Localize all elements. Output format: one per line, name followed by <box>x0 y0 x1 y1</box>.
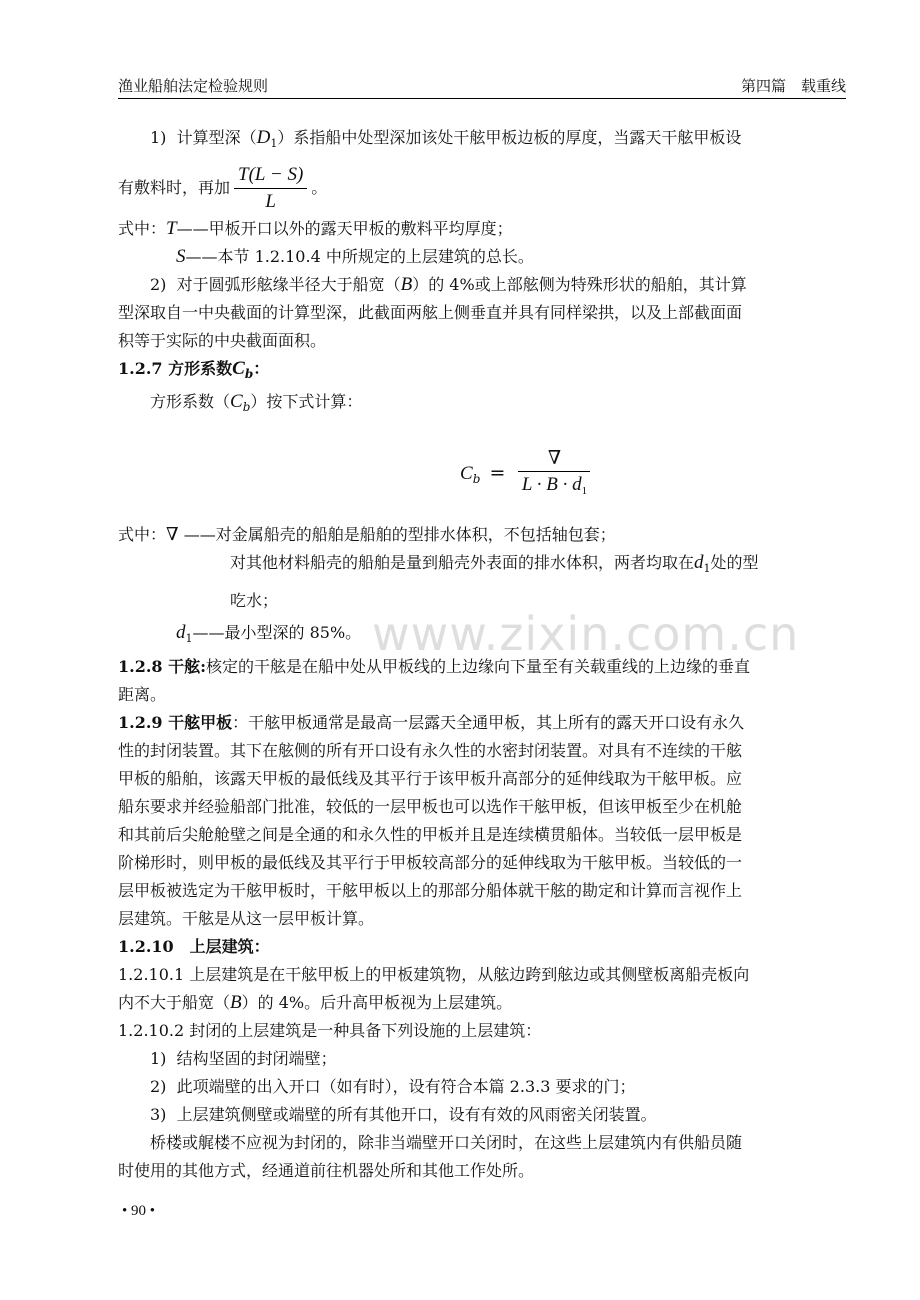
where-label: 式中： <box>118 219 167 238</box>
text-line: 层甲板被选定为干舷甲板时，干舷甲板以上的那部分船体就干舷的勘定和计算而言视作上 <box>118 881 743 900</box>
subscript: b <box>242 400 251 414</box>
text-line: 积等于实际的中央截面面积。 <box>118 331 327 350</box>
where-nabla-cont <box>118 549 846 583</box>
para-depth-1 <box>118 124 846 158</box>
var-C: C <box>232 358 245 379</box>
text: L · B · d <box>521 474 582 495</box>
section-1-2-10-heading: 1.2.10 上层建筑： <box>118 937 270 956</box>
fraction <box>234 162 307 215</box>
text-line: 船东要求并经验船部门批准，较低的一层甲板也可以选作干舷甲板，但该甲板至少在机舱 <box>118 797 743 816</box>
section-1-2-9-heading: 1.2.9 干舷甲板 <box>118 713 233 732</box>
var-S: S <box>176 246 186 267</box>
fraction-numerator: ∇ <box>518 445 590 472</box>
formula-lhs: C <box>460 463 473 484</box>
block-coefficient-formula <box>118 435 846 513</box>
text: 。 <box>311 178 328 197</box>
text: 结构坚固的封闭端壁； <box>176 1049 337 1068</box>
text: 核定的干舷是在船中处从甲板线的上边缘向下量至有关载重线的上边缘的垂直 <box>206 657 751 676</box>
text-line: 层建筑。干舷是从这一层甲板计算。 <box>118 909 375 928</box>
list-item <box>118 1073 846 1101</box>
section-1-2-7-heading <box>118 355 846 388</box>
where-S <box>118 243 846 271</box>
var-B: B <box>230 992 242 1013</box>
text-line: 和其前后尖舱舱壁之间是全通的和永久性的甲板并且是连续横贯船体。当较低一层甲板是 <box>118 825 743 844</box>
text-line: 型深取自一中央截面的计算型深，此截面两舷上侧垂直并具有同样梁拱，以及上部截面面 <box>118 303 743 322</box>
text: ：干舷甲板通常是最高一层露天全通甲板，其上所有的露天开口设有永久 <box>232 713 745 732</box>
fraction-denominator: L <box>265 191 276 212</box>
text-line: 甲板的船舶，该露天甲板的最低线及其平行于该甲板升高部分的延伸线取为干舷甲板。应 <box>118 769 743 788</box>
fraction <box>518 445 590 504</box>
subscript: 1 <box>270 137 278 150</box>
text-line: 距离。 <box>118 685 167 704</box>
item-number: 3) <box>150 1105 167 1124</box>
header-book-title: 渔业船舶法定检验规则 <box>118 77 269 95</box>
section-1-2-8 <box>118 653 846 681</box>
var-T: T <box>166 218 177 239</box>
subscript: 1 <box>185 632 193 645</box>
fraction-denominator <box>518 472 590 504</box>
text: ——最小型深的 85%。 <box>192 623 362 642</box>
header-chapter-title: 第四篇 载重线 <box>740 77 846 95</box>
text-line: 桥楼或艉楼不应视为封闭的，除非当端壁开口关闭时，在这些上层建筑内有供船员随 <box>150 1133 743 1152</box>
fraction-numerator: T(L − S) <box>234 162 307 189</box>
where-d1 <box>118 619 846 653</box>
var-d: d <box>694 552 704 573</box>
item-number: 1) <box>150 1049 167 1068</box>
text: ——对金属船壳的船舶是船舶的型排水体积，不包括轴包套； <box>183 525 616 544</box>
watermark: www.zixin.com.cn <box>372 607 800 661</box>
list-item <box>118 1101 846 1129</box>
section-number: 1.2.10.1 <box>118 965 185 984</box>
subscript: b <box>244 367 254 381</box>
var-C: C <box>230 391 243 412</box>
text: ——甲板开口以外的露天甲板的敷料平均厚度； <box>176 219 513 238</box>
section-number: 1.2.10.2 <box>118 1021 185 1040</box>
section-1-2-9 <box>118 709 846 737</box>
text: 对于圆弧形舷缘半径大于船宽（ <box>176 275 401 294</box>
page-body <box>118 124 846 1185</box>
subscript: 1 <box>581 485 588 497</box>
para-depth-2 <box>118 271 846 299</box>
page-number: • 90 • <box>122 1203 156 1219</box>
subscript: 1 <box>703 562 711 575</box>
item-number: 2) <box>150 1077 167 1096</box>
text: 上层建筑侧壁或端壁的所有其他开口，设有有效的风雨密关闭装置。 <box>176 1105 657 1124</box>
where-T <box>118 215 846 243</box>
text: 计算型深（ <box>176 128 257 147</box>
text: 对其他材料船壳的船舶是量到船壳外表面的排水体积，两者均取在 <box>230 553 695 572</box>
text: ）系指船中处型深加该处干舷甲板边板的厚度，当露天干舷甲板设 <box>277 128 742 147</box>
var-B: B <box>400 274 413 295</box>
text: ）的 4%。后升高甲板视为上层建筑。 <box>241 993 513 1012</box>
text: 上层建筑是在干舷甲板上的甲板建筑物，从舷边跨到舷边或其侧壁板离船壳板向 <box>184 965 750 984</box>
text: 处的型 <box>710 553 759 572</box>
text: 方形系数（ <box>150 392 231 411</box>
text: ）按下式计算： <box>250 392 363 411</box>
section-1-2-10-1 <box>118 961 846 989</box>
equals-sign: = <box>489 462 506 484</box>
text: ）的 4%或上部舷侧为特殊形状的船舶，其计算 <box>412 275 747 294</box>
page-header <box>118 72 846 99</box>
section-1-2-7-intro <box>118 388 846 421</box>
nabla-symbol: ∇ <box>166 524 179 545</box>
heading-text: 1.2.7 方形系数 <box>118 359 233 378</box>
item-number: 2) <box>150 275 167 294</box>
text: 此项端壁的出入开口（如有时），设有符合本篇 2.3.3 要求的门； <box>176 1077 636 1096</box>
section-1-2-10-1-cont <box>118 989 846 1017</box>
text: ： <box>253 359 270 378</box>
var-d: d <box>176 622 186 643</box>
text: ——本节 1.2.10.4 中所规定的上层建筑的总长。 <box>185 247 534 266</box>
where-label: 式中： <box>118 525 167 544</box>
item-number: 1) <box>150 128 167 147</box>
equation <box>460 445 594 504</box>
where-nabla <box>118 521 846 549</box>
text-line: 时使用的其他方式，经通道前往机器处所和其他工作处所。 <box>118 1161 535 1180</box>
section-1-2-8-heading: 1.2.8 干舷: <box>118 657 207 676</box>
text: 内不大于船宽（ <box>118 993 231 1012</box>
section-1-2-10-2 <box>118 1017 846 1045</box>
text-line: 阶梯形时，则甲板的最低线及其平行于甲板较高部分的延伸线取为干舷甲板。当较低的一 <box>118 853 743 872</box>
text: 封闭的上层建筑是一种具备下列设施的上层建筑： <box>184 1021 542 1040</box>
text-line: 吃水； <box>230 591 279 610</box>
text-line: 性的封闭装置。其下在舷侧的所有开口设有永久性的水密封闭装置。对具有不连续的干舷 <box>118 741 743 760</box>
subscript: b <box>472 472 481 486</box>
para-depth-1-cont <box>118 162 846 215</box>
list-item <box>118 1045 846 1073</box>
var-D: D <box>256 127 271 148</box>
text: 有敷料时，再加 <box>118 178 231 197</box>
